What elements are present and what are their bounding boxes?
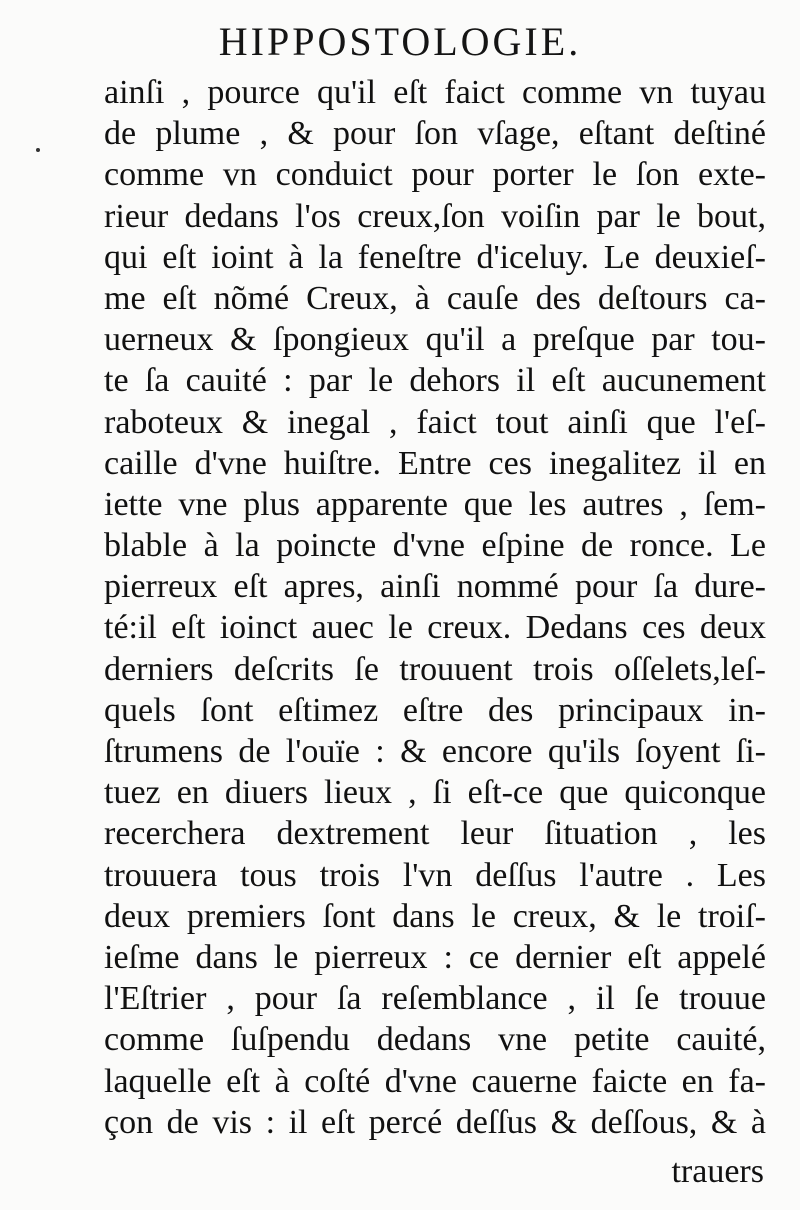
text-line-7: uerneux & ſpongieux qu'il a preſque par tou- <box>104 321 766 359</box>
text-line-25: laquelle eſt à coſté d'vne cauerne faicte en fa- <box>104 1062 766 1100</box>
text-line-20: trouuera tous trois l'vn deſſus l'autre . Les <box>104 856 766 894</box>
body-text <box>104 72 766 1143</box>
text-line-2: de plume , & pour ſon vſage, eſtant deſtiné <box>104 115 766 153</box>
text-line-11: iette vne plus apparente que les autres , ſem- <box>104 485 766 523</box>
text-line-4: rieur dedans l'os creux,ſon voiſin par le bout, <box>104 197 766 235</box>
text-line-22: ieſme dans le pierreux : ce dernier eſt appelé <box>104 938 766 976</box>
text-line-9: raboteux & inegal , faict tout ainſi que l'eſ- <box>104 403 766 441</box>
running-title: HIPPOSTOLOGIE. <box>218 19 582 64</box>
text-line-18: tuez en diuers lieux , ſi eſt-ce que quiconque <box>104 774 766 812</box>
text-line-5: qui eſt ioint à la feneſtre d'iceluy. Le deuxieſ- <box>104 238 766 276</box>
text-line-6: me eſt nõmé Creux, à cauſe des deſtours ca- <box>104 279 766 317</box>
margin-mark <box>36 148 40 152</box>
text-line-13: pierreux eſt apres, ainſi nommé pour ſa dure- <box>104 568 766 606</box>
catchword: trauers <box>671 1153 764 1190</box>
text-line-14: té:il eſt ioinct auec le creux. Dedans ces deux <box>104 609 766 647</box>
text-line-17: ſtrumens de l'ouïe : & encore qu'ils ſoyent ſi- <box>104 733 766 770</box>
text-line-15: derniers deſcrits ſe trouuent trois oſſelets,leſ- <box>104 650 766 688</box>
text-line-23: l'Eſtrier , pour ſa reſemblance , il ſe trouue <box>104 980 766 1018</box>
text-line-1: ainſi , pource qu'il eſt faict comme vn tuyau <box>104 74 766 111</box>
text-line-8: te ſa cauité : par le dehors il eſt aucunement <box>104 362 766 400</box>
text-line-16: quels ſont eſtimez eſtre des principaux in- <box>104 691 766 729</box>
text-line-19: recerchera dextrement leur ſituation , les <box>104 815 766 853</box>
text-line-26: çon de vis : il eſt percé deſſus & deſſous, & à <box>104 1103 766 1141</box>
text-line-3: comme vn conduict pour porter le ſon exte- <box>104 156 766 194</box>
text-line-21: deux premiers ſont dans le creux, & le troiſ- <box>104 897 766 935</box>
text-line-12: blable à la poincte d'vne eſpine de ronce. Le <box>104 527 766 565</box>
text-line-10: caille d'vne huiſtre. Entre ces inegalitez il en <box>104 444 766 482</box>
text-line-24: comme ſuſpendu dedans vne petite cauité, <box>104 1021 766 1059</box>
